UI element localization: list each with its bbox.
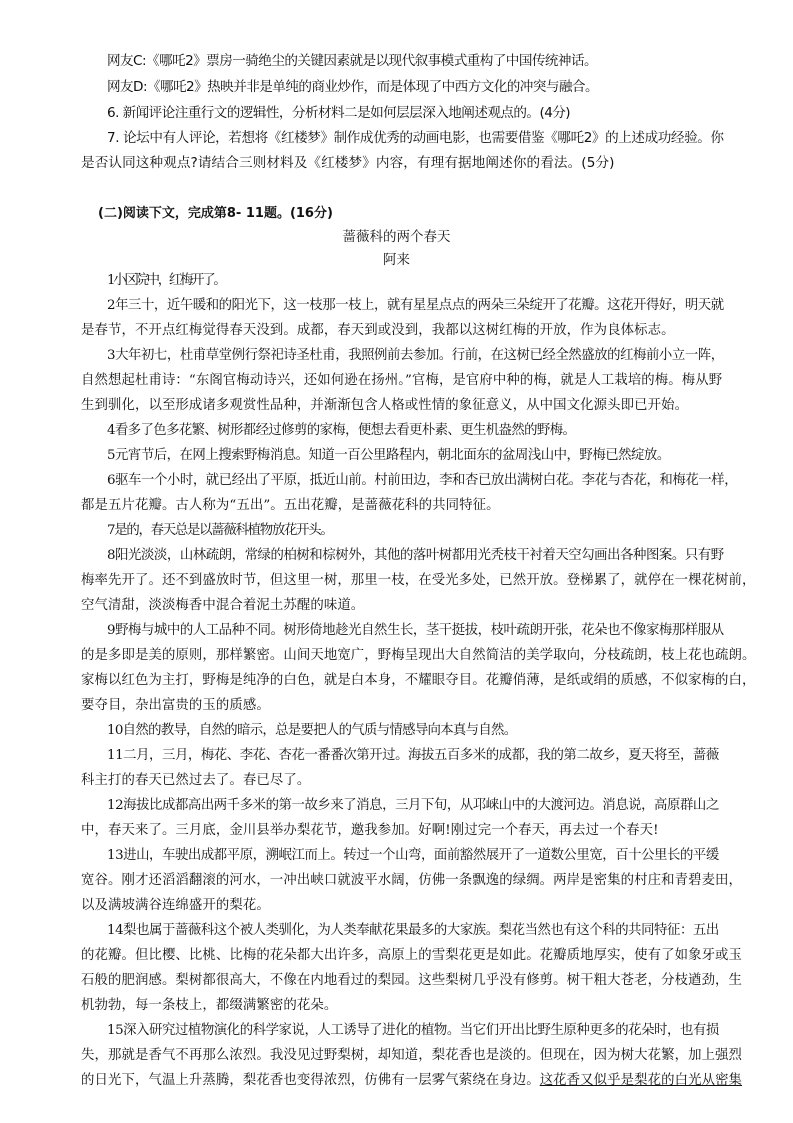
paragraph-11-line-1: 11二月，三月，梅花、李花、杏花一番番次第开过。海拔五百多米的成都，我的第二故乡，夏天将至，蔷薇 bbox=[107, 748, 719, 763]
paragraph-15-line-1: 15深入研究过植物演化的科学家说，人工诱导了进化的植物。当它们开出比野生原种更多的花朵时，也有损 bbox=[107, 1023, 719, 1038]
paragraph-3-line-2: 自然想起杜甫诗：“东阁官梅动诗兴，还如何逊在扬州。”官梅，是官府中种的梅，就是人工栽培的梅。梅从野 bbox=[81, 373, 723, 388]
paragraph-11-line-2: 科主打的春天已然过去了。春已尽了。 bbox=[81, 773, 311, 788]
paragraph-3-line-1: 3大年初七，杜甫草堂例行祭祀诗圣杜甫，我照例前去参加。行前，在这树已经全然盛放的红梅前小立一阵， bbox=[107, 348, 724, 363]
paragraph-12-line-1: 12海拔比成都高出两千多米的第一故乡来了消息，三月下旬，从邛崃山中的大渡河边。消息说，高原群山之 bbox=[107, 798, 719, 813]
paragraph-10: 10自然的教导，自然的暗示，总是要把人的气质与情感导向本真与自然。 bbox=[107, 723, 517, 738]
netizen-c-line: 网友C:《哪吒2》票房一骑绝尘的关键因素就是以现代叙事模式重构了中国传统神话。 bbox=[107, 53, 597, 69]
paragraph-2-line-1: 2年三十，近午暖和的阳光下，这一枝那一枝上，就有星星点点的两朵三朵绽开了花瓣。这花开得好，明天就 bbox=[107, 298, 724, 313]
paragraph-14-line-2: 的花瓣。但比樱、比桃、比梅的花朵都大出许多，高原上的雪梨花更是如此。花瓣质地厚实，使有了如象牙或玉 bbox=[81, 948, 743, 963]
paragraph-6-line-2: 都是五片花瓣。古人称为“五出”。五出花瓣，是蔷薇花科的共同特征。 bbox=[81, 498, 500, 513]
paragraph-15-line-2: 失，那就是香气不再那么浓烈。我没见过野梨树，却知道，梨花香也是淡的。但现在，因为树大花繁，加上强烈 bbox=[81, 1048, 743, 1063]
article-author: 阿来 bbox=[383, 252, 410, 268]
question-7-line-1: 7. 论坛中有人评论，若想将《红楼梦》制作成优秀的动画电影，也需要借鉴《哪吒2》的上述成功经验。你 bbox=[107, 130, 724, 146]
article-title: 蔷薇科的两个春天 bbox=[342, 229, 451, 245]
paragraph-14-line-3: 石般的肥润感。梨树都很高大，不像在内地看过的梨园。这些梨树几乎没有修剪。树干粗大苍老，分枝遒劲，生 bbox=[81, 973, 743, 988]
paragraph-8-line-3: 空气清甜，淡淡梅香中混合着泥土苏醒的味道。 bbox=[81, 598, 365, 613]
paragraph-9-line-4: 要夺目，杂出富贵的玉的质感。 bbox=[81, 698, 270, 713]
paragraph-7: 7是的，春天总是以蔷薇科植物放花开头。 bbox=[107, 523, 333, 538]
paragraph-9-line-3: 家梅以红色为主打，野梅是纯净的白色，就是白本身，不耀眼夺目。花瓣俏薄，是纸或绢的质感，不似家梅的白， bbox=[81, 673, 756, 688]
paragraph-9-line-2: 的是多即是美的原则，那样繁密。山间天地宽广，野梅呈现出大自然简洁的美学取向，分枝疏朗，枝上花也疏朗。 bbox=[81, 648, 756, 663]
question-6: 6. 新闻评论注重行文的逻辑性，分析材料二是如何层层深入地阐述观点的。(4分) bbox=[107, 105, 571, 121]
paragraph-14-line-1: 14梨也属于蔷薇科这个被人类驯化，为人类奉献花果最多的大家族。梨花当然也有这个科的共同特征：五出 bbox=[107, 923, 719, 938]
section-heading: (二)阅读下文，完成第8- 11题。(16分) bbox=[98, 206, 333, 221]
paragraph-13-line-1: 13进山，车驶出成都平原，溯岷江而上。转过一个山弯，面前豁然展开了一道数公里宽，百十公里长的平缓 bbox=[107, 848, 719, 863]
paragraph-8-line-1: 8阳光淡淡，山林疏朗，常绿的柏树和棕树外，其他的落叶树都用光秃枝干衬着天空勾画出各种图案。只有野 bbox=[107, 548, 724, 563]
paragraph-13-line-2: 宽谷。刚才还滔滔翻滚的河水，一冲出峡口就波平水阔，仿佛一条飘逸的绿绸。两岸是密集的村庄和青碧麦田， bbox=[81, 873, 743, 888]
netizen-d-line: 网友D:《哪吒2》热映并非是单纯的商业炒作，而是体现了中西方文化的冲突与融合。 bbox=[107, 79, 598, 95]
paragraph-14-line-4: 机勃勃，每一条枝上，都缀满繁密的花朵。 bbox=[81, 998, 338, 1013]
paragraph-15-line-3-text: 的日光下，气温上升蒸腾，梨花香也变得浓烈，仿佛有一层雾气萦绕在身边。 bbox=[81, 1073, 540, 1088]
paragraph-1: 1小区院中，红梅开了。 bbox=[107, 273, 225, 288]
paragraph-2-line-2: 是春节，不开点红梅觉得春天没到。成都，春天到或没到，我都以这树红梅的开放，作为良体标志。 bbox=[81, 323, 675, 338]
underlined-sentence: 这花香又似乎是梨花的白光从密集 bbox=[539, 1073, 743, 1088]
paragraph-12-line-2: 中，春天来了。三月底，金川县举办梨花节，邀我参加。好啊!刚过完一个春天，再去过一个春天! bbox=[81, 823, 659, 838]
paragraph-3-line-3: 生到驯化，以至形成诸多观赏性品种，并渐渐包含人格或性情的象征意义，从中国文化源头即已开始。 bbox=[81, 398, 689, 413]
paragraph-6-line-1: 6驱车一个小时，就已经出了平原，抵近山前。村前田边，李和杏已放出满树白花。李花与杏花，和梅花一样， bbox=[107, 473, 738, 488]
paragraph-5: 5元宵节后，在网上搜索野梅消息。知道一百公里路程内，朝北面东的盆周浅山中，野梅已然绽放。 bbox=[107, 448, 670, 463]
question-7-line-2: 是否认同这种观点?请结合三则材料及《红楼梦》内容，有理有据地阐述你的看法。(5分) bbox=[81, 155, 615, 171]
paragraph-8-line-2: 梅率先开了。还不到盛放时节，但这里一树，那里一枝，在受光多处，已然开放。登梯累了，就停在一棵花树前， bbox=[81, 573, 756, 588]
paragraph-15-line-3 bbox=[81, 1071, 781, 1091]
paragraph-13-line-3: 以及满坡满谷连绵盛开的梨花。 bbox=[81, 898, 270, 913]
paragraph-4: 4看多了色多花繁、树形都经过修剪的家梅，便想去看更朴素、更生机盎然的野梅。 bbox=[107, 423, 576, 438]
paragraph-9-line-1: 9野梅与城中的人工品种不同。树形倚地趁光自然生长，茎干挺拔，枝叶疏朗开张，花朵也不像家梅那样服从 bbox=[107, 623, 724, 638]
